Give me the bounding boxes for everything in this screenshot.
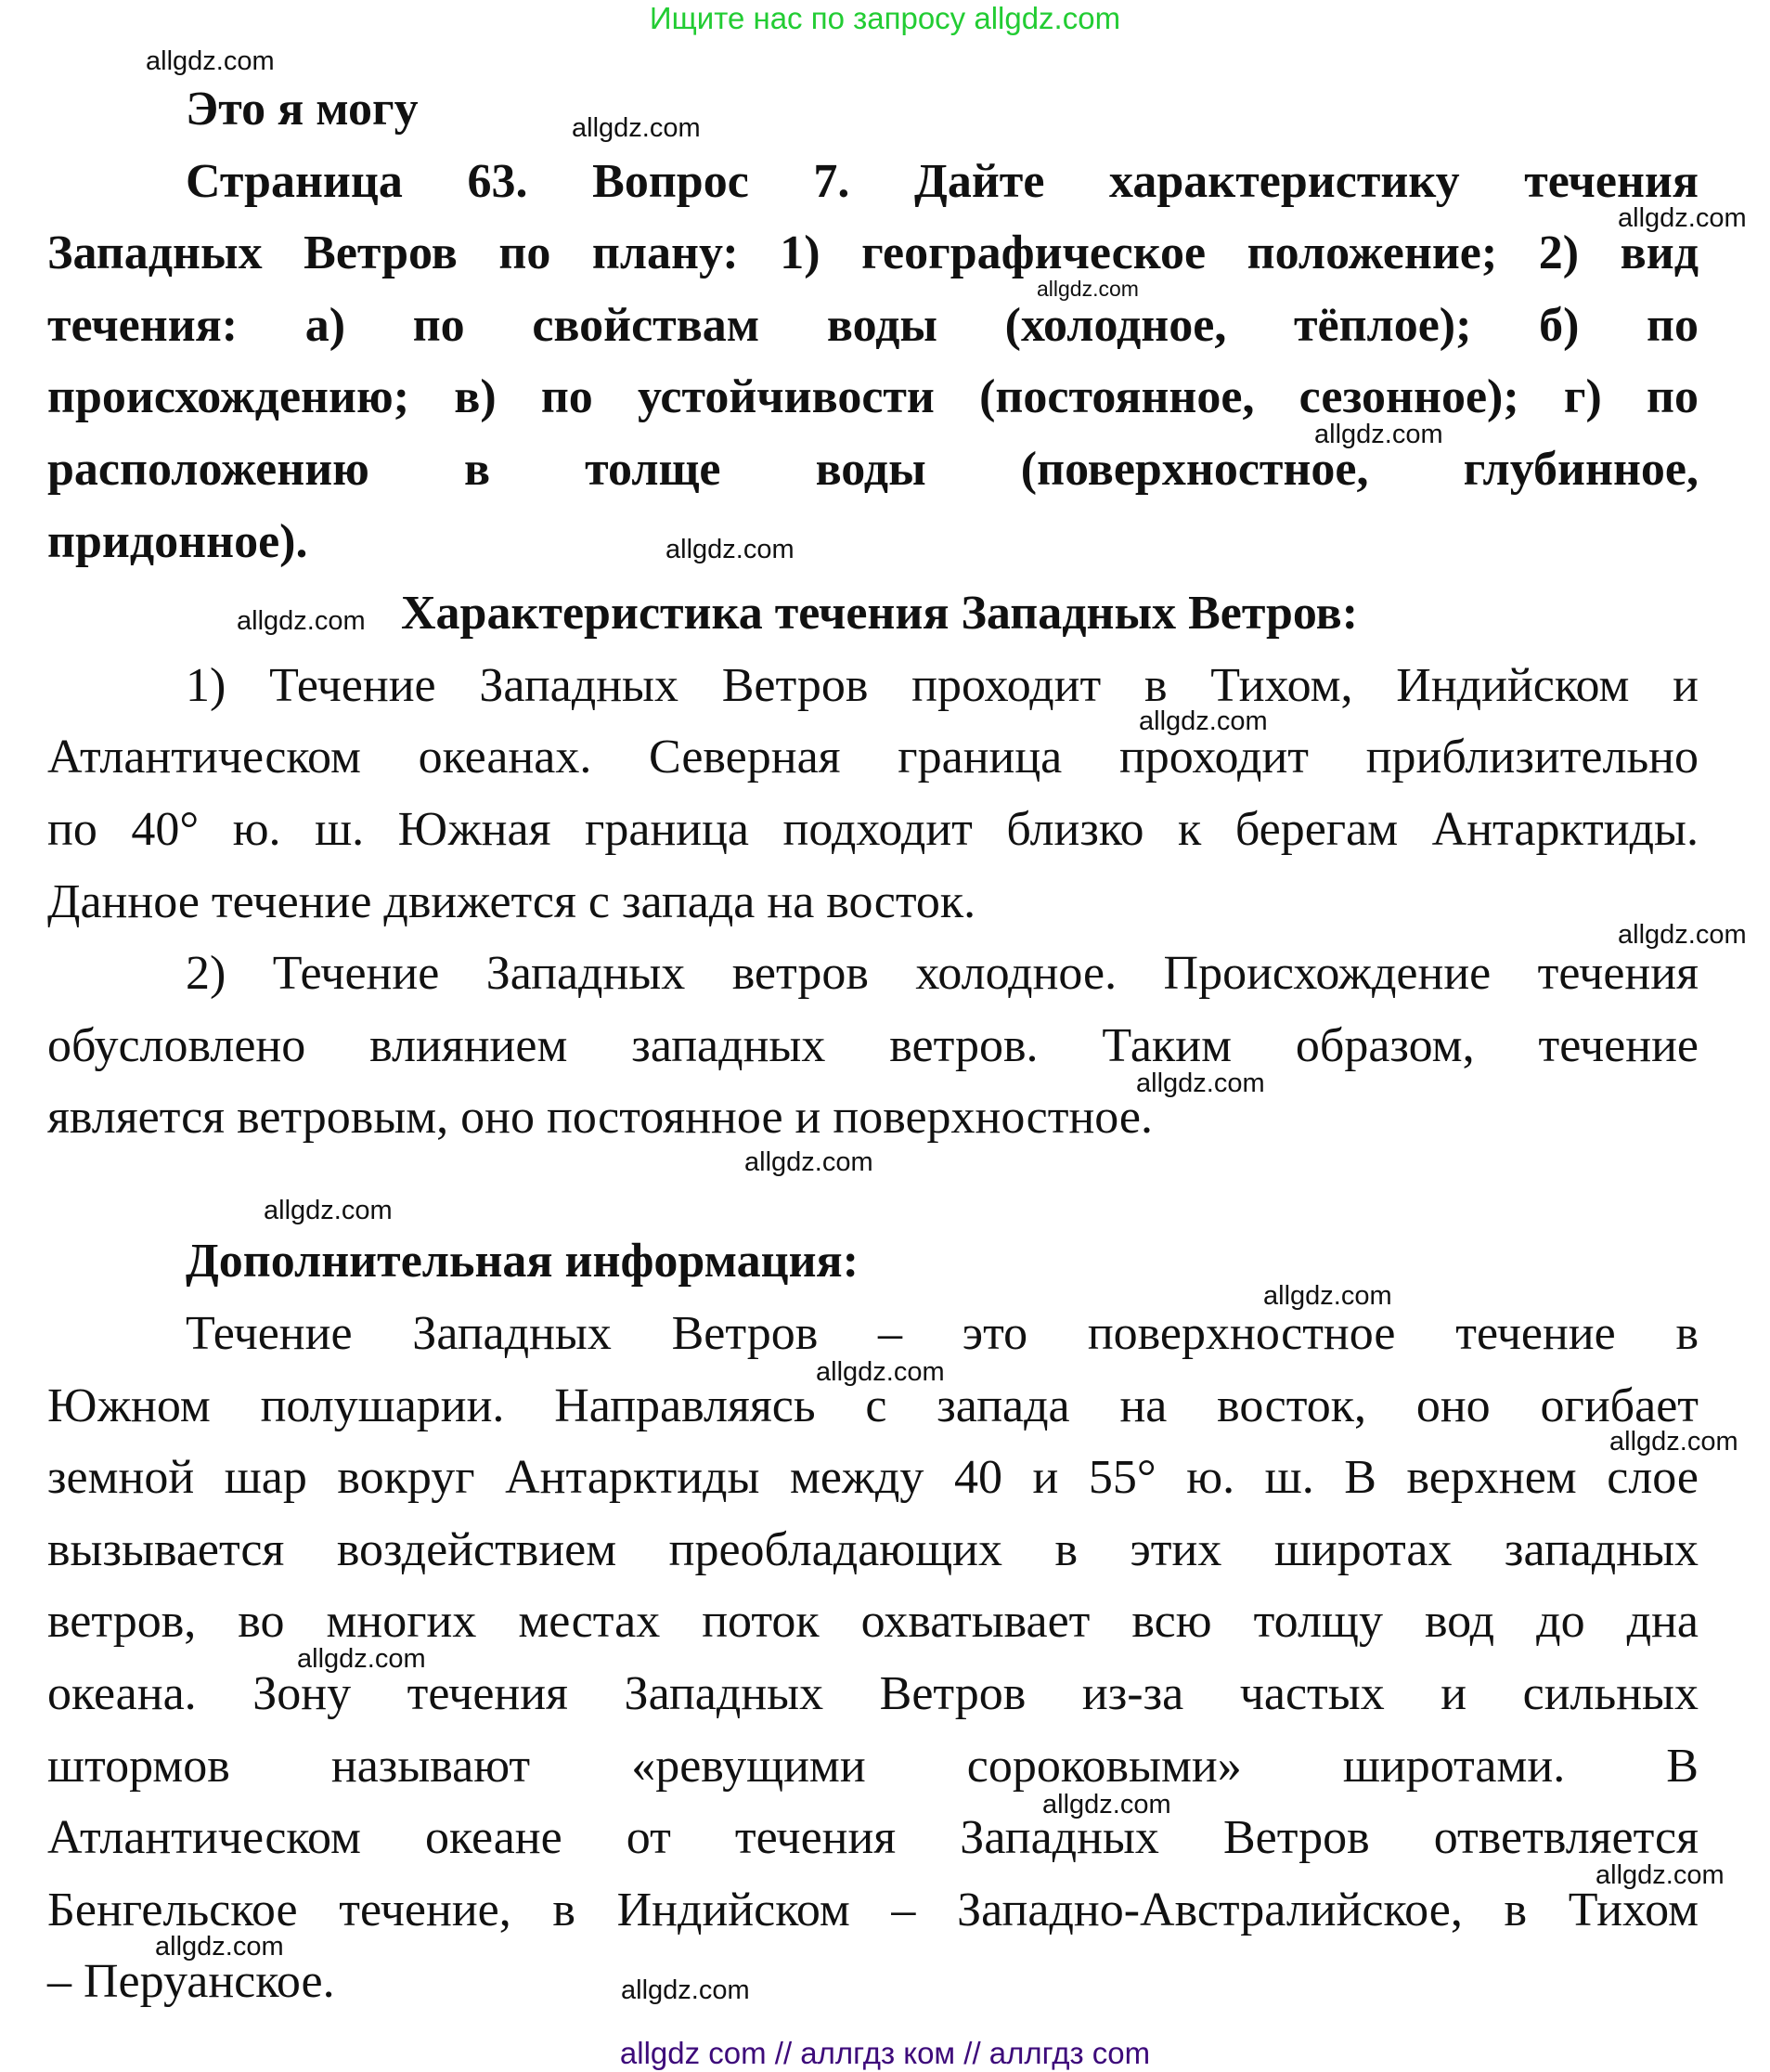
watermark: allgdz.com — [1314, 420, 1443, 449]
answer-line: является ветровым, оно постоянное и поверхностное. — [47, 1091, 1153, 1144]
extra-line: – Перуанское. — [47, 1955, 335, 2008]
watermark: allgdz.com — [1596, 1860, 1725, 1890]
section-title: Это я могу — [186, 83, 419, 136]
extra-line: океана. Зону течения Западных Ветров из-за частых и сильных — [47, 1667, 1699, 1720]
question-line: расположению в толще воды (поверхностное, глубинное, — [47, 443, 1699, 496]
watermark: allgdz.com — [1037, 277, 1139, 301]
top-banner: Ищите нас по запросу allgdz.com — [649, 1, 1121, 35]
watermark: allgdz.com — [237, 606, 366, 636]
watermark: allgdz.com — [572, 113, 701, 143]
question-line: Западных Ветров по плану: 1) географическое положение; 2) вид — [47, 227, 1699, 279]
watermark: allgdz.com — [1618, 920, 1747, 950]
question-line: Страница 63. Вопрос 7. Дайте характеристику течения — [186, 155, 1699, 208]
extra-line: ветров, во многих местах поток охватывает всю толщу вод до дна — [47, 1595, 1699, 1648]
watermark: allgdz.com — [816, 1357, 945, 1387]
question-line: течения: а) по свойствам воды (холодное, тёплое); б) по — [47, 299, 1699, 352]
watermark: allgdz.com — [1139, 706, 1268, 736]
watermark: allgdz.com — [1609, 1427, 1738, 1457]
watermark: allgdz.com — [146, 46, 275, 76]
watermark: allgdz.com — [665, 535, 795, 564]
question-line: придонное). — [47, 515, 308, 568]
extra-line: земной шар вокруг Антарктиды между 40 и 55° ю. ш. В верхнем слое — [47, 1451, 1699, 1504]
bottom-banner: allgdz com // аллгдз ком // аллгдз com — [619, 2036, 1151, 2070]
extra-heading: Дополнительная информация: — [186, 1235, 859, 1288]
watermark: allgdz.com — [1263, 1281, 1392, 1311]
watermark: allgdz.com — [621, 1975, 750, 2005]
answer-line: Данное течение движется с запада на восток. — [47, 875, 976, 928]
extra-line: Бенгельское течение, в Индийском – Западно-Австралийское, в Тихом — [47, 1884, 1699, 1936]
watermark: allgdz.com — [1136, 1068, 1265, 1098]
answer-line: по 40° ю. ш. Южная граница подходит близко к берегам Антарктиды. — [47, 803, 1699, 856]
question-line: происхождению; в) по устойчивости (постоянное, сезонное); г) по — [47, 370, 1699, 423]
answer-line: Атлантическом океанах. Северная граница проходит приблизительно — [47, 731, 1699, 783]
extra-line: Атлантическом океане от течения Западных Ветров ответвляется — [47, 1811, 1699, 1864]
watermark: allgdz.com — [155, 1932, 284, 1962]
answer-line: обусловлено влиянием западных ветров. Таким образом, течение — [47, 1019, 1699, 1072]
extra-line: Течение Западных Ветров – это поверхностное течение в — [186, 1307, 1699, 1360]
watermark: allgdz.com — [264, 1196, 393, 1225]
watermark: allgdz.com — [1042, 1790, 1171, 1819]
answer-line: 2) Течение Западных ветров холодное. Происхождение течения — [186, 947, 1699, 1000]
watermark: allgdz.com — [1618, 203, 1747, 233]
extra-line: Южном полушарии. Направляясь с запада на восток, оно огибает — [47, 1379, 1699, 1432]
answer-line: 1) Течение Западных Ветров проходит в Тихом, Индийском и — [186, 659, 1699, 712]
extra-line: штормов называют «ревущими сороковыми» широтами. В — [47, 1740, 1699, 1793]
extra-line: вызывается воздействием преобладающих в этих широтах западных — [47, 1523, 1699, 1576]
watermark: allgdz.com — [297, 1644, 426, 1674]
answer-heading: Характеристика течения Западных Ветров: — [401, 587, 1359, 640]
watermark: allgdz.com — [744, 1147, 873, 1177]
